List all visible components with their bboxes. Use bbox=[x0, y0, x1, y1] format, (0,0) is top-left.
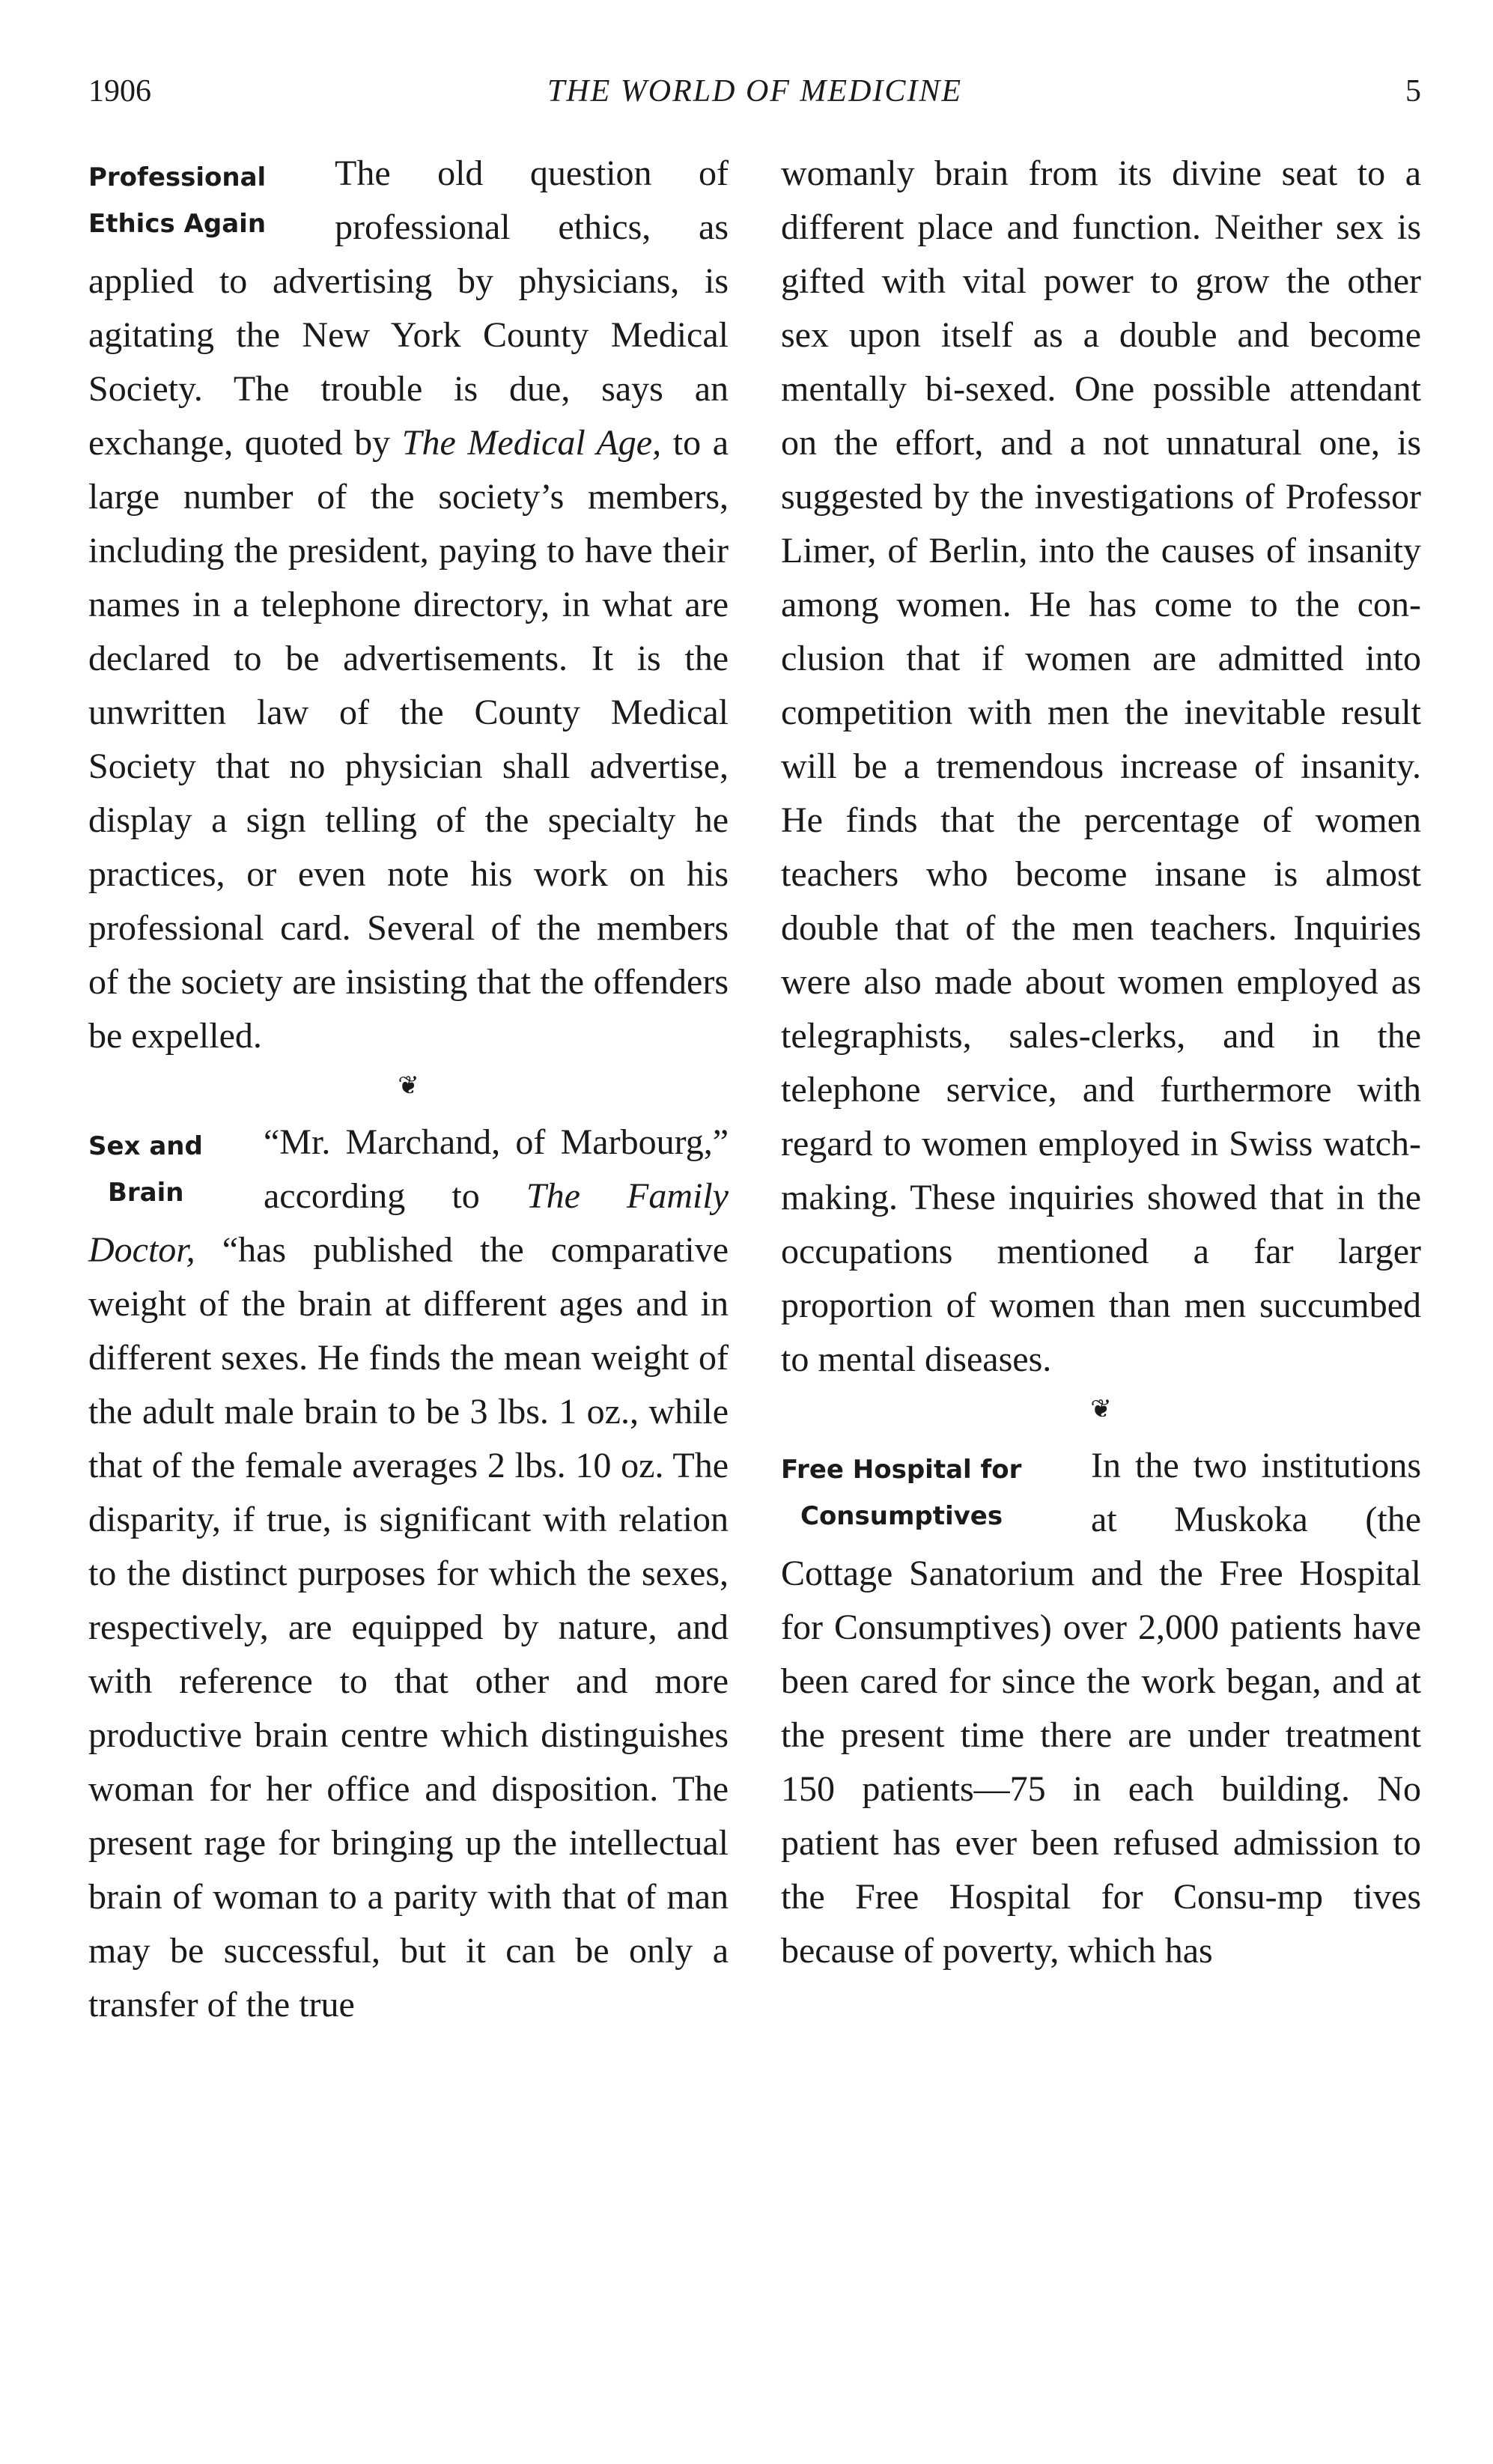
article-sex-and-brain bbox=[88, 1116, 729, 2032]
body-text: The old question of professional ethics, as applied to advertising by physicians, is agitating the New York County Medical Society. The trouble is due, says an exchange, quoted by bbox=[88, 153, 729, 463]
body-text: “has published the comparative weight of the brain at different ages and in different sexes. He finds the mean weight of the adult male brain to be 3 lbs. 1 oz., while that of the female averages 2 lbs. 10 oz. The disparity, if true, is significant with relation to the distinct purposes for which the sexes, respectively, are equipped by nature, and with reference to that other and more productive brain centre which distinguishes woman for her office and disposition. The present rage for bringing up the intellectual brain of woman to a parity with that of man may be successful, but it can be only a transfer of the true bbox=[88, 1230, 729, 2025]
journal-title: THE WORLD OF MEDICINE bbox=[547, 74, 963, 109]
body-text: In the two institutions at Muskoka (the Cottage Sanatorium and the Free Hospital for Consumptives) over 2,000 patients have been cared for since the work began, and at the present time there are under treatment 150 patients—75 in each building. No patient has ever been refused admission to the Free Hospital for Consu-mp tives because of poverty, which has bbox=[781, 1446, 1421, 1971]
article-professional-ethics bbox=[88, 147, 729, 1063]
sidehead-free-hospital bbox=[781, 1447, 1080, 1539]
sidehead-professional-ethics bbox=[88, 154, 324, 247]
left-column bbox=[88, 147, 729, 2032]
sidehead-line: Free Hospital for bbox=[781, 1455, 1022, 1485]
header-year: 1906 bbox=[88, 74, 151, 109]
article-body-continued bbox=[781, 147, 1421, 1387]
sidehead-sex-and-brain bbox=[88, 1123, 253, 1216]
article-body bbox=[88, 147, 729, 1063]
right-column bbox=[781, 147, 1421, 1978]
body-text: womanly brain from its divine seat to a different place and function. Neither sex is gifted with vital power to grow the other sex upon itself as a double and become mentally bi-sexed. One possible attendant on the effort, and a not unnatural one, is suggested by the investigations of Professor Limer, of Berlin, into the causes of insanity among women. He has come to the conclusion that if women are admitted into competition with men the inevitable result will be a tremendous increase of insanity. He finds that the percentage of women teachers who become insane is almost double that of the men teachers. Inquiries were also made about women employed as telegraphists, sales-clerks, and in the telephone service, and furthermore with regard to women employed in Swiss watch-making. These inquiries showed that in the occupations mentioned a far larger proportion of women than men succumbed to mental diseases. bbox=[781, 153, 1421, 1379]
article-body bbox=[88, 1116, 729, 2032]
ornament-divider: ❦ bbox=[1090, 1394, 1112, 1424]
sidehead-line: Consumptives bbox=[800, 1501, 1003, 1531]
sidehead-line: Brain bbox=[108, 1178, 184, 1208]
publication-title: The Medical Age, bbox=[401, 423, 662, 463]
sidehead-line: Ethics Again bbox=[88, 209, 267, 239]
page-number: 5 bbox=[1405, 74, 1421, 109]
article-free-hospital bbox=[781, 1439, 1421, 1978]
running-header bbox=[88, 69, 1421, 114]
body-text: to a large number of the society’s members, including the president, paying to have their names in a telephone directory, in what are declared to be advertisements. It is the unwritten law of the County Medical Society that no physician shall advertise, display a sign telling of the specialty he practices, or even note his work on his professional card. Several of the members of the society are insisting that the offenders be expelled. bbox=[88, 423, 729, 1056]
body-text: “Mr. Marchand, of Marbourg,” according to bbox=[264, 1122, 729, 1216]
sidehead-line: Professional bbox=[88, 162, 267, 192]
sidehead-line: Sex and bbox=[88, 1131, 203, 1161]
ornament-divider: ❦ bbox=[398, 1071, 419, 1101]
publication-title: The Family Doctor, bbox=[88, 1176, 729, 1270]
